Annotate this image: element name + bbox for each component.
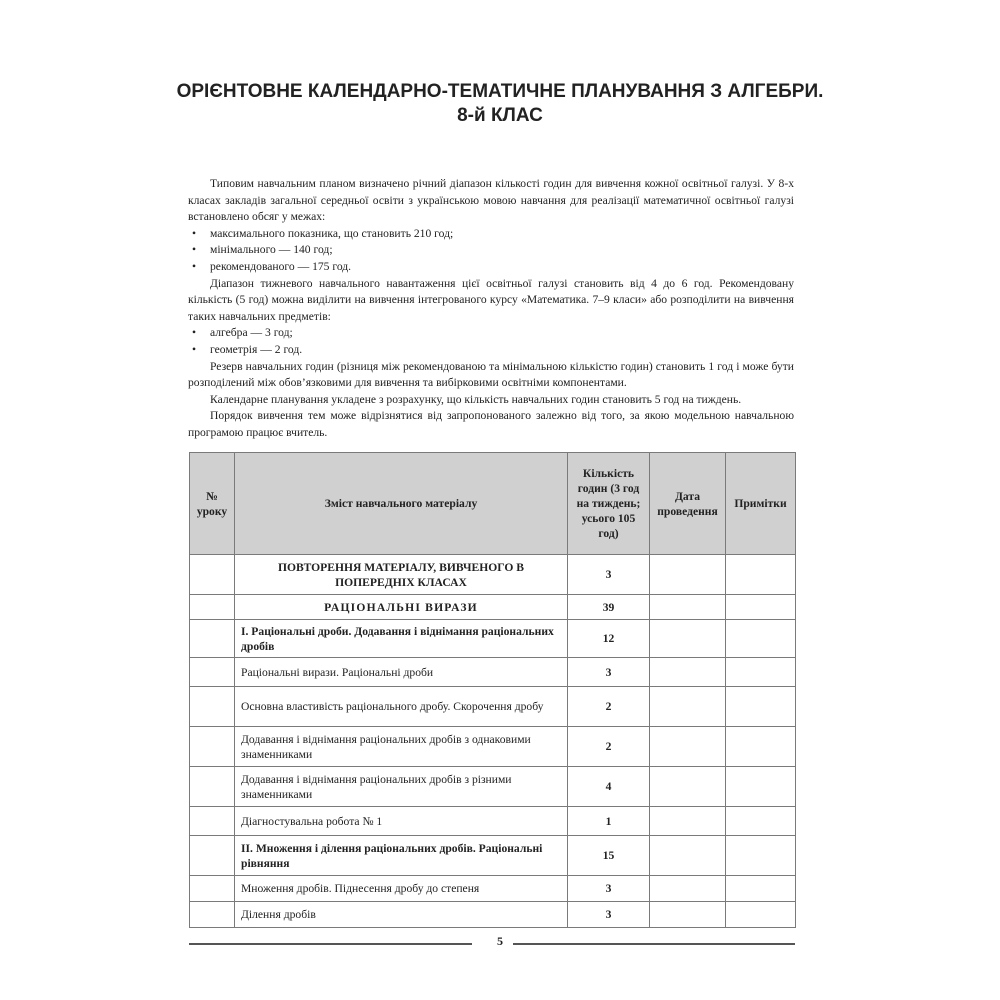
list-item: • рекомендованого — 175 год.: [188, 259, 794, 276]
lesson-number-cell: [190, 687, 235, 727]
planning-table: [189, 452, 796, 928]
table-row: [190, 836, 796, 876]
date-cell: [650, 902, 726, 928]
hours-cell: 1: [568, 807, 650, 836]
date-cell: [650, 687, 726, 727]
list-item: • мінімального — 140 год;: [188, 242, 794, 259]
hours-cell: 12: [568, 620, 650, 658]
topic-title-cell: ІІ. Множення і ділення раціональних дробів. Раціональні рівняння: [235, 836, 568, 876]
table-row: [190, 658, 796, 687]
hours-cell: 3: [568, 876, 650, 902]
header-content: Зміст навчального матеріалу: [235, 453, 568, 555]
hours-cell: 2: [568, 727, 650, 767]
notes-cell: [726, 836, 796, 876]
lesson-number-cell: [190, 595, 235, 620]
hours-cell: 3: [568, 555, 650, 595]
table-row: [190, 807, 796, 836]
date-cell: [650, 767, 726, 807]
lesson-number-cell: [190, 555, 235, 595]
date-cell: [650, 807, 726, 836]
notes-cell: [726, 555, 796, 595]
notes-cell: [726, 620, 796, 658]
lesson-number-cell: [190, 876, 235, 902]
section-title-cell: ПОВТОРЕННЯ МАТЕРІАЛУ, ВИВЧЕНОГО В ПОПЕРЕДНІХ КЛАСАХ: [235, 555, 568, 595]
notes-cell: [726, 727, 796, 767]
notes-cell: [726, 807, 796, 836]
notes-cell: [726, 902, 796, 928]
hours-cell: 4: [568, 767, 650, 807]
intro-paragraph: Резерв навчальних годин (різниця між рекомендованою та мінімальною кількістю годин) становить 1 год і може бути розподілений між обов’язковими для вивчення та вибірковими освітніми компонентами.: [188, 359, 794, 390]
header-hours: Кількість годин (3 год на тиждень; усього 105 год): [568, 453, 650, 555]
footer-rule-right: [513, 943, 795, 945]
date-cell: [650, 658, 726, 687]
table-row: [190, 727, 796, 767]
hours-cell: 3: [568, 902, 650, 928]
hours-range-list: [188, 226, 794, 276]
lesson-number-cell: [190, 658, 235, 687]
lesson-title-cell: Додавання і віднімання раціональних дробів з однаковими знаменниками: [235, 727, 568, 767]
title-line-1: ОРІЄНТОВНЕ КАЛЕНДАРНО-ТЕМАТИЧНЕ ПЛАНУВАННЯ З АЛГЕБРИ.: [176, 81, 824, 102]
table-row: [190, 767, 796, 807]
date-cell: [650, 727, 726, 767]
hours-cell: 39: [568, 595, 650, 620]
header-date: Дата проведення: [650, 453, 726, 555]
lesson-number-cell: [190, 727, 235, 767]
lesson-title-cell: Раціональні вирази. Раціональні дроби: [235, 658, 568, 687]
notes-cell: [726, 658, 796, 687]
header-lesson-number: № уроку: [190, 453, 235, 555]
lesson-number-cell: [190, 807, 235, 836]
intro-paragraph: Типовим навчальним планом визначено річний діапазон кількості годин для вивчення кожної освітньої галузі. У 8-х класах закладів загальної середньої освіти з українською мовою навчання для реалізації математичної освітньої галузі встановлено обсяг у межах:: [188, 177, 794, 224]
list-item: • максимального показника, що становить 210 год;: [188, 226, 794, 243]
list-item: • геометрія — 2 год.: [188, 342, 794, 359]
hours-cell: 3: [568, 658, 650, 687]
title-line-2: 8-й КЛАС: [457, 105, 543, 126]
intro-paragraph: Порядок вивчення тем може відрізнятися від запропонованого залежно від того, за якою модельною навчальною програмою працює вчитель.: [188, 409, 794, 439]
lesson-title-cell: Ділення дробів: [235, 902, 568, 928]
table-row: [190, 595, 796, 620]
date-cell: [650, 595, 726, 620]
date-cell: [650, 876, 726, 902]
intro-text: [188, 176, 794, 442]
footer-rule-left: [189, 943, 472, 945]
table-row: [190, 902, 796, 928]
table-row: [190, 876, 796, 902]
page-number: 5: [497, 934, 503, 948]
section-title-cell: РАЦІОНАЛЬНІ ВИРАЗИ: [235, 595, 568, 620]
hours-cell: 2: [568, 687, 650, 727]
subjects-list: [188, 325, 794, 358]
lesson-number-cell: [190, 902, 235, 928]
intro-paragraph: Діапазон тижневого навчального навантаження цієї освітньої галузі становить від 4 до 6 год. Рекомендовану кількість (5 год) можна виділити на вивчення інтегрованого курсу «Математика. 7–9 класи» або розподілити на вивчення таких навчальних предметів:: [188, 276, 794, 323]
lesson-number-cell: [190, 620, 235, 658]
table-row: [190, 620, 796, 658]
list-item: • алгебра — 3 год;: [188, 325, 794, 342]
lesson-title-cell: Множення дробів. Піднесення дробу до степеня: [235, 876, 568, 902]
lesson-title-cell: Додавання і віднімання раціональних дробів з різними знаменниками: [235, 767, 568, 807]
date-cell: [650, 620, 726, 658]
lesson-number-cell: [190, 767, 235, 807]
table-row: [190, 687, 796, 727]
header-notes: Примітки: [726, 453, 796, 555]
hours-cell: 15: [568, 836, 650, 876]
notes-cell: [726, 595, 796, 620]
notes-cell: [726, 687, 796, 727]
table-row: [190, 555, 796, 595]
notes-cell: [726, 876, 796, 902]
topic-title-cell: І. Раціональні дроби. Додавання і віднімання раціональних дробів: [235, 620, 568, 658]
notes-cell: [726, 767, 796, 807]
date-cell: [650, 836, 726, 876]
intro-paragraph: Календарне планування укладене з розрахунку, що кількість навчальних годин становить 5 год на тиждень.: [210, 392, 742, 406]
table-header-row: [190, 453, 796, 555]
date-cell: [650, 555, 726, 595]
page-title: [0, 80, 1000, 128]
lesson-title-cell: Діагностувальна робота № 1: [235, 807, 568, 836]
lesson-title-cell: Основна властивість раціонального дробу. Скорочення дробу: [235, 687, 568, 727]
lesson-number-cell: [190, 836, 235, 876]
